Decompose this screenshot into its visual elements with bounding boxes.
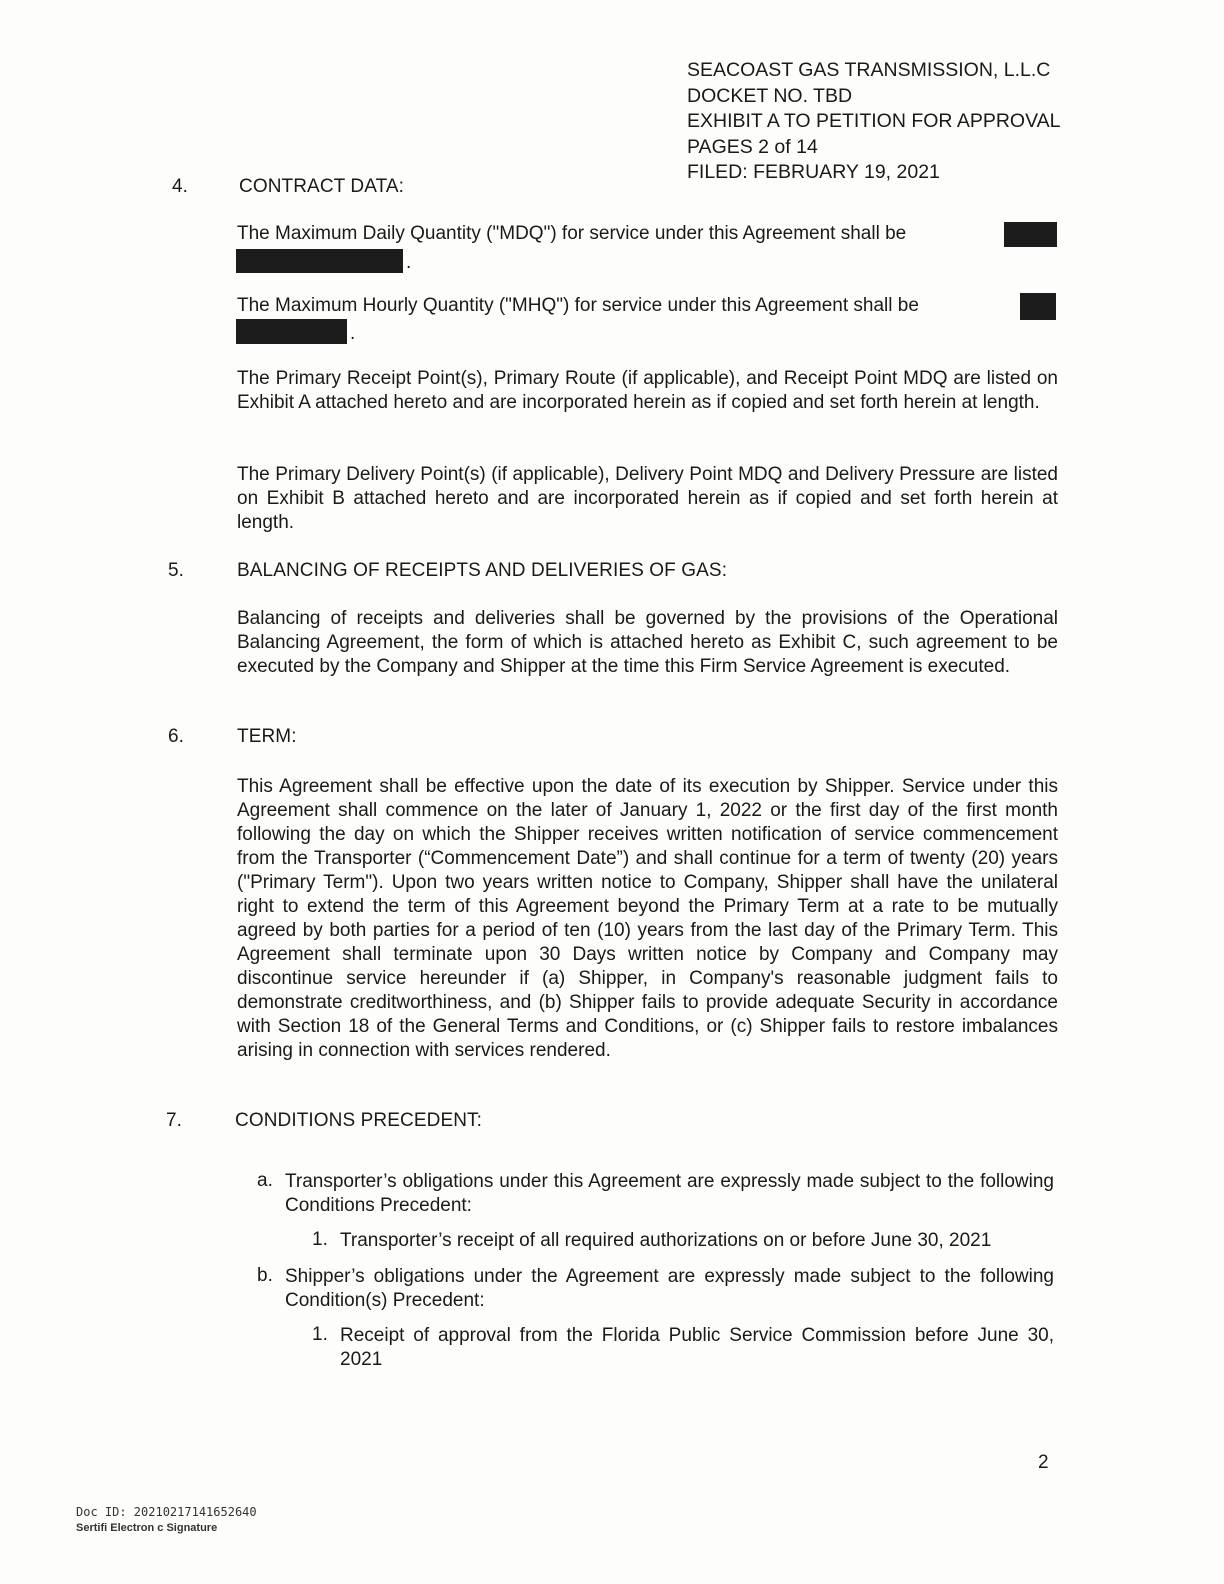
header-company: SEACOAST GAS TRANSMISSION, L.L.C — [687, 59, 1051, 81]
header-docket: DOCKET NO. TBD — [687, 84, 853, 107]
section-6-title: TERM: — [237, 726, 297, 747]
balancing-paragraph: Balancing of receipts and deliveries shall be governed by the provisions of the Operational Balancing Agreement, the form of which is attached hereto as Exhibit C, such agreement to be executed by the Company and Shipper at the time this Firm Service Agreement is executed. — [237, 608, 1058, 677]
redaction-bar — [1004, 222, 1057, 247]
item-a-label: a. — [257, 1170, 273, 1191]
delivery-point-paragraph: The Primary Delivery Point(s) (if applicable), Delivery Point MDQ and Delivery Pressure are listed on Exhibit B attached hereto and are incorporated herein as if copied and set forth herein at length. — [237, 464, 1058, 533]
document-header — [687, 58, 1061, 186]
period-mark: . — [350, 323, 356, 344]
redaction-bar — [236, 319, 347, 344]
section-7-title: CONDITIONS PRECEDENT: — [235, 1110, 483, 1131]
item-b-label: b. — [257, 1265, 273, 1286]
section-6-number: 6. — [168, 726, 184, 747]
period-mark: . — [406, 252, 412, 273]
mhq-text: The Maximum Hourly Quantity ("MHQ") for service under this Agreement shall be — [237, 295, 919, 316]
mdq-text: The Maximum Daily Quantity ("MDQ") for service under this Agreement shall be — [237, 223, 907, 244]
section-5-number: 5. — [168, 560, 184, 581]
header-exhibit: EXHIBIT A TO PETITION FOR APPROVAL — [687, 110, 1061, 132]
section-4-number: 4. — [172, 176, 188, 197]
item-b1-text: Receipt of approval from the Florida Public Service Commission before June 30, 2021 — [340, 1325, 1054, 1370]
section-4-title: CONTRACT DATA: — [239, 176, 405, 197]
item-b-text: Shipper’s obligations under the Agreement are expressly made subject to the following Condition(s) Precedent: — [285, 1266, 1054, 1311]
item-a1-text: Transporter’s receipt of all required authorizations on or before June 30, 2021 — [340, 1230, 992, 1251]
doc-id: Doc ID: 20210217141652640 — [76, 1505, 257, 1519]
header-pages: PAGES 2 of 14 — [687, 135, 818, 158]
receipt-point-paragraph: The Primary Receipt Point(s), Primary Route (if applicable), and Receipt Point MDQ are listed on Exhibit A attached hereto and are incorporated herein as if copied and set forth herein at length. — [237, 368, 1058, 413]
redaction-bar — [1020, 293, 1056, 320]
term-paragraph: This Agreement shall be effective upon the date of its execution by Shipper. Service under this Agreement shall commence on the later of January 1, 2022 or the first day of the first month following the day on which the Shipper receives written notification of service commencement from the Transporter (“Commencement Date”) and shall continue for a term of twenty (20) years ("Primary Term"). Upon two years written notice to Company, Shipper shall have the unilateral right to extend the term of this Agreement beyond the Primary Term at a rate to be mutually agreed by both parties for a period of ten (10) years from the last day of the Primary Term. This Agreement shall terminate upon 30 Days written notice by Company and Company may discontinue service hereunder if (a) Shipper, in Company's reasonable judgment fails to demonstrate creditworthiness, and (b) Shipper fails to provide adequate Security in accordance with Section 18 of the General Terms and Conditions, or (c) Shipper fails to restore imbalances arising in connection with services rendered. — [237, 776, 1058, 1061]
item-b1-label: 1. — [312, 1324, 328, 1345]
sertifi-signature-label: Sertifi Electron c Signature — [76, 1522, 218, 1534]
page-number: 2 — [1038, 1452, 1049, 1473]
section-7-number: 7. — [166, 1110, 182, 1131]
section-5-title: BALANCING OF RECEIPTS AND DELIVERIES OF GAS: — [237, 560, 728, 581]
item-a-text: Transporter’s obligations under this Agreement are expressly made subject to the following Conditions Precedent: — [285, 1171, 1054, 1216]
redaction-bar — [236, 249, 403, 273]
item-a1-label: 1. — [312, 1229, 328, 1250]
header-filed: FILED: FEBRUARY 19, 2021 — [687, 161, 940, 183]
